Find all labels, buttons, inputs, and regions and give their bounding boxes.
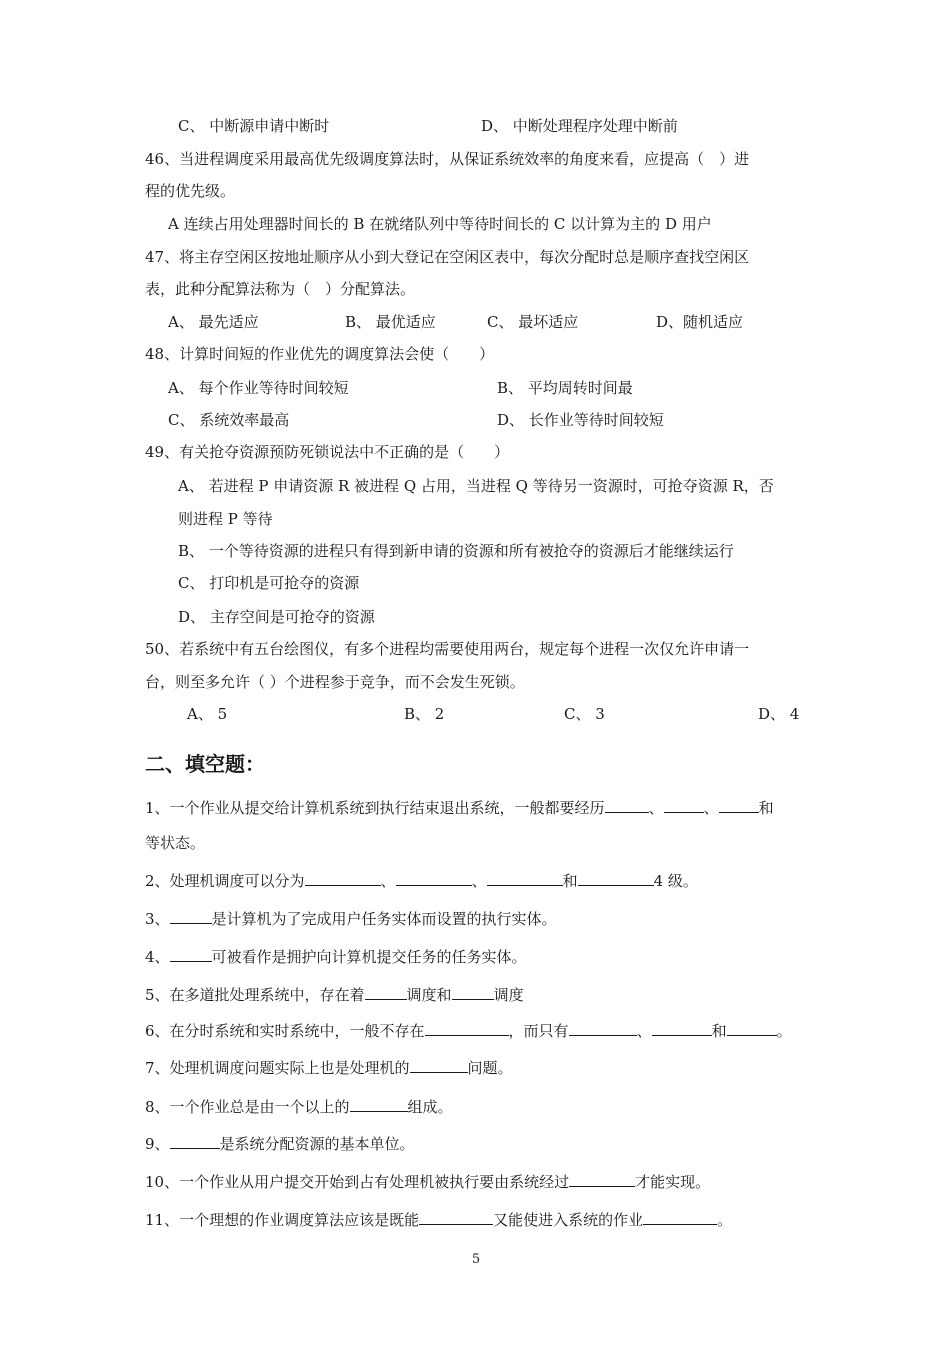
fill-q1-line2: 等状态。	[145, 834, 206, 852]
fill-q6-end: 。	[776, 1022, 792, 1040]
fill-q2-text: 2、处理机调度可以分为	[145, 872, 305, 890]
fill-q7-text2: 问题。	[467, 1059, 513, 1077]
separator: 、	[636, 1022, 652, 1040]
fill-q5-text2: 调度和	[406, 986, 452, 1004]
fill-q3-text: 是计算机为了完成用户任务实体而设置的执行实体。	[211, 910, 557, 928]
fill-q6-text: 6、在分时系统和实时系统中，一般不存在	[145, 1022, 425, 1040]
q49-option-a-line1: A、 若进程 P 申请资源 R 被进程 Q 占用，当进程 Q 等待另一资源时，可抢夺资源 R，否	[178, 477, 774, 495]
q45-option-c: C、 中断源申请中断时	[178, 117, 330, 135]
q49-text: 49、有关抢夺资源预防死锁说法中不正确的是（ ）	[145, 443, 510, 461]
fill-q6-blank3[interactable]	[652, 1020, 712, 1036]
fill-q2-blank2[interactable]	[396, 870, 472, 886]
fill-q4-blank[interactable]	[170, 946, 212, 962]
separator: 、	[703, 799, 719, 817]
fill-q6-blank2[interactable]	[569, 1020, 637, 1036]
fill-q4-number: 4、	[145, 948, 170, 966]
fill-q10-blank[interactable]	[569, 1171, 635, 1187]
fill-q5-text3: 调度	[493, 986, 524, 1004]
fill-q6	[145, 1020, 792, 1041]
separator: 、	[380, 872, 396, 890]
q50-option-b: B、 2	[404, 705, 445, 723]
q50-option-d: D、 4	[758, 705, 800, 723]
fill-q8-text: 8、一个作业总是由一个以上的	[145, 1098, 350, 1116]
fill-q10-text: 10、一个作业从用户提交开始到占有处理机被执行要由系统经过	[145, 1173, 570, 1191]
q50-option-c: C、 3	[564, 705, 605, 723]
conjunction: 和	[711, 1022, 727, 1040]
fill-q3	[145, 908, 557, 929]
fill-q9-text: 是系统分配资源的基本单位。	[219, 1135, 415, 1153]
fill-q9-blank[interactable]	[170, 1133, 220, 1149]
conjunction: 和	[562, 872, 578, 890]
fill-q6-text2: ，而只有	[508, 1022, 569, 1040]
q46-options: A 连续占用处理器时间长的 B 在就绪队列中等待时间长的 C 以计算为主的 D 用户	[168, 215, 712, 233]
fill-q8-text2: 组成。	[407, 1098, 453, 1116]
fill-q7-text: 7、处理机调度问题实际上也是处理机的	[145, 1059, 410, 1077]
q50-text-line1: 50、若系统中有五台绘图仪，有多个进程均需要使用两台，规定每个进程一次仅允许申请一	[145, 640, 750, 658]
q48-option-d: D、 长作业等待时间较短	[497, 411, 664, 429]
fill-q1-blank2[interactable]	[664, 797, 704, 813]
fill-q5	[145, 984, 524, 1005]
fill-q2-blank3[interactable]	[487, 870, 563, 886]
page-number: 5	[471, 1252, 481, 1267]
section-title: 二、填空题：	[145, 752, 265, 776]
fill-q5-blank2[interactable]	[452, 984, 494, 1000]
fill-q6-blank4[interactable]	[727, 1020, 777, 1036]
q47-option-a: A、 最先适应	[168, 313, 259, 331]
q47-option-b: B、 最优适应	[345, 313, 436, 331]
fill-q3-blank[interactable]	[170, 908, 212, 924]
fill-q1-line1	[145, 797, 774, 818]
separator: 、	[471, 872, 487, 890]
q47-option-c: C、 最坏适应	[487, 313, 579, 331]
fill-q1-blank3[interactable]	[719, 797, 759, 813]
q49-option-a-line2: 则进程 P 等待	[178, 510, 273, 528]
fill-q9	[145, 1133, 415, 1154]
fill-q4	[145, 946, 527, 967]
fill-q7	[145, 1057, 513, 1078]
fill-q5-text: 5、在多道批处理系统中，存在着	[145, 986, 365, 1004]
q45-option-d: D、 中断处理程序处理中断前	[481, 117, 678, 135]
q50-text-line2: 台，则至多允许（ ）个进程参于竞争，而不会发生死锁。	[145, 673, 525, 691]
q47-option-d: D、随机适应	[656, 313, 744, 331]
fill-q2-blank4[interactable]	[578, 870, 654, 886]
fill-q1-text: 1、一个作业从提交给计算机系统到执行结束退出系统，一般都要经历	[145, 799, 605, 817]
fill-q4-text: 可被看作是拥护向计算机提交任务的任务实体。	[211, 948, 527, 966]
q47-text-line2: 表，此种分配算法称为（ ）分配算法。	[145, 280, 416, 298]
fill-q8	[145, 1096, 453, 1117]
q46-text-line2: 程的优先级。	[145, 182, 236, 200]
q47-text-line1: 47、将主存空闲区按地址顺序从小到大登记在空闲区表中，每次分配时总是顺序查找空闲区	[145, 248, 750, 266]
fill-q5-blank1[interactable]	[365, 984, 407, 1000]
fill-q8-blank[interactable]	[350, 1096, 408, 1112]
fill-q10	[145, 1171, 710, 1192]
fill-q11-text: 11、一个理想的作业调度算法应该是既能	[145, 1211, 420, 1229]
fill-q11-text2: 又能使进入系统的作业	[493, 1211, 644, 1229]
q49-option-c: C、 打印机是可抢夺的资源	[178, 574, 360, 592]
q48-option-c: C、 系统效率最高	[168, 411, 290, 429]
fill-q11	[145, 1209, 732, 1230]
separator: 、	[648, 799, 664, 817]
fill-q2	[145, 870, 698, 891]
fill-q9-number: 9、	[145, 1135, 170, 1153]
fill-q2-blank1[interactable]	[305, 870, 381, 886]
fill-q10-text2: 才能实现。	[635, 1173, 711, 1191]
q50-option-a: A、 5	[187, 705, 228, 723]
q48-option-a: A、 每个作业等待时间较短	[168, 379, 349, 397]
fill-q1-blank1[interactable]	[605, 797, 649, 813]
fill-q11-blank2[interactable]	[643, 1209, 717, 1225]
fill-q6-blank1[interactable]	[425, 1020, 509, 1036]
q46-text-line1: 46、当进程调度采用最高优先级调度算法时，从保证系统效率的角度来看，应提高（ ）进	[145, 150, 750, 168]
fill-q3-number: 3、	[145, 910, 170, 928]
q49-option-d: D、 主存空间是可抢夺的资源	[178, 608, 375, 626]
conjunction: 和	[758, 799, 774, 817]
fill-q7-blank[interactable]	[410, 1057, 468, 1073]
q49-option-b: B、 一个等待资源的进程只有得到新申请的资源和所有被抢夺的资源后才能继续运行	[178, 542, 734, 560]
q48-text: 48、计算时间短的作业优先的调度算法会使（ ）	[145, 345, 495, 363]
q48-option-b: B、 平均周转时间最	[497, 379, 633, 397]
fill-q11-end: 。	[717, 1211, 733, 1229]
fill-q11-blank1[interactable]	[419, 1209, 493, 1225]
fill-q2-end: 4 级。	[653, 872, 698, 890]
